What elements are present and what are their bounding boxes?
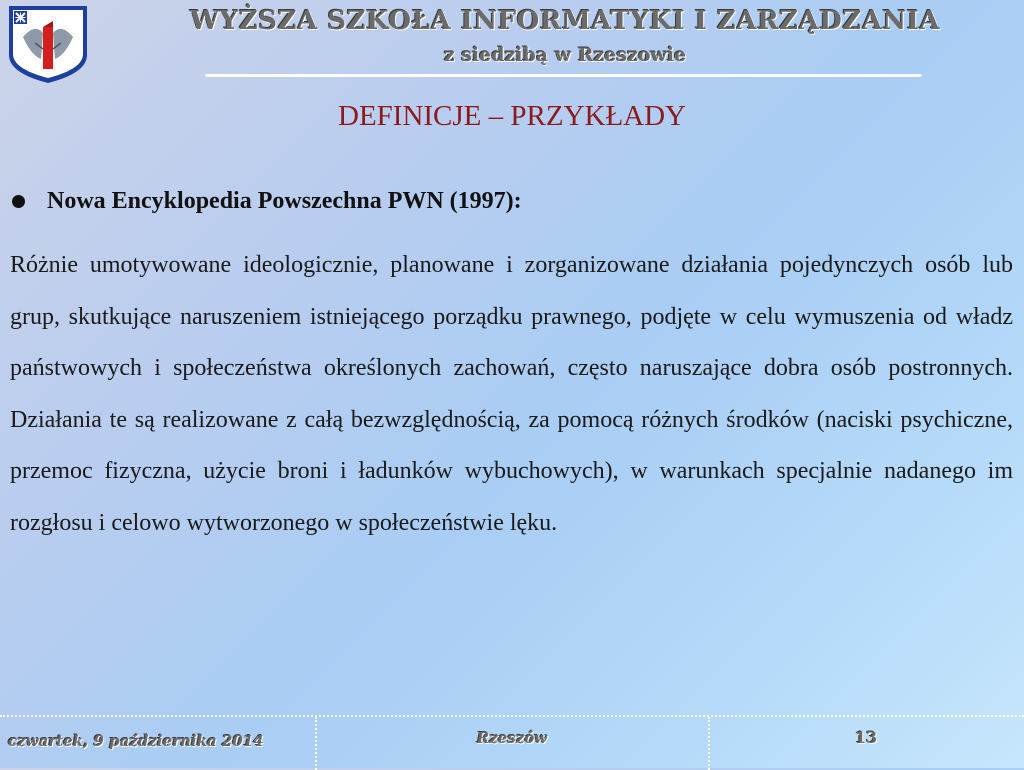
bullet-dot-icon	[12, 195, 25, 208]
footer-date: czwartek, 9 października 2014	[8, 732, 264, 750]
footer-city: Rzeszów	[476, 729, 548, 747]
definition-paragraph: Różnie umotywowane ideologicznie, planowane i zorganizowane działania pojedynczych osób lub grup, skutkujące naruszeniem istniejącego porządku prawnego, podjęte w celu wymuszenia od władz państwowych i społeczeństwa określonych zachowań, często naruszające dobra osób postronnych. Działania te są realizowane z całą bezwzględnością, za pomocą różnych środków (naciski psychiczne, przemoc fizyczna, użycie broni i ładunków wybuchowych), w warunkach specjalnie nadanego im rozgłosu i celowo wytworzonego w społeczeństwie lęku.	[10, 252, 1013, 536]
header-divider	[205, 74, 922, 77]
slide-title: DEFINICJE – PRZYKŁADY	[338, 100, 686, 132]
university-logo-icon	[5, 3, 91, 85]
slide-number: 13	[854, 728, 878, 747]
bullet-text: Nowa Encyklopedia Powszechna PWN (1997):	[47, 188, 522, 214]
university-location: z siedzibą w Rzeszowie	[443, 44, 687, 66]
slide-footer	[0, 715, 1024, 770]
bullet-item	[10, 183, 1010, 219]
university-name: WYŻSZA SZKOŁA INFORMATYKI I ZARZĄDZANIA	[189, 6, 941, 36]
